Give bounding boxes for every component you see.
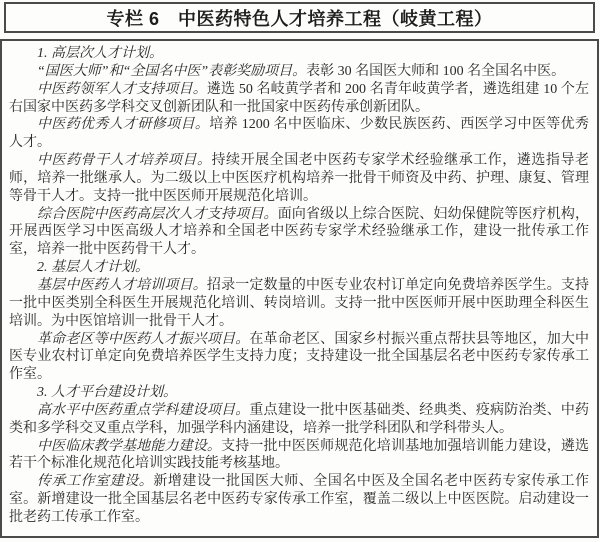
section-heading-text: 2. 基层人才计划。 [37,260,149,276]
panel-title: 专栏 6 中医药特色人才培养工程（岐黄工程） [106,8,493,29]
paragraph-text: 重点建设一批中医基础类、经典类、疫病防治类、中药类和多学科交叉重点学科，加强学科内涵建设，培养一批学科团队和学科带头人。 [9,402,590,436]
section-heading-text: 3. 人才平台建设计划。 [37,385,177,401]
section-heading-text: 1. 高层次人才计划。 [37,46,163,61]
paragraph-text: 持续开展全国老中医药专家学术经验继承工作，遴选指导老师，培养一批继承人。为二级以上中医医疗机构培养一批骨干师资及中药、护理、康复、管理等骨干人才。支持一批中医医师开展规范化培训。 [9,153,590,204]
panel-title-box [4,2,595,33]
paragraph [9,206,589,260]
paragraph-text: 招录一定数量的中医专业农村订单定向免费培养医学生。支持一批中医类别全科医生开展规范化培训、转岗培训。支持一批中医医师开展中医助理全科医生培训。为中医馆培训一批骨干人才。 [9,277,590,329]
panel-body [0,39,599,538]
paragraph-lead: 中医药优秀人才研修项目。 [37,117,210,133]
paragraph-text: 支持一批中医医师规范化培训基地加强培训能力建设，遴选若干个标准化规范化培训实践技能考核基地。 [9,438,590,472]
paragraph-lead: 综合医院中医药高层次人才支持项目。 [37,206,278,222]
paragraph-lead: 中医临床教学基地能力建设。 [37,438,222,454]
paragraph-lead: 中医药骨干人才培养项目。 [37,153,212,169]
paragraph [9,331,589,385]
paragraph [9,438,589,474]
paragraph [9,277,589,331]
paragraph-lead: 高水平中医药重点学科建设项目。 [37,402,250,418]
paragraph-lead: 中医药领军人才支持项目。 [37,81,207,97]
paragraph-text: 新增建设一批国医大师、全国名中医及全国名老中医药专家传承工作室。新增建设一批全国基层名老中医药专家传承工作室，覆盖二级以上中医医院。启动建设一批老药工传承工作室。 [9,474,590,525]
paragraph [9,473,589,527]
section-heading [9,259,589,277]
paragraph-lead: “国医大师”和“全国名中医”表彰奖励项目。 [37,63,307,79]
paragraph-text: 培养 1200 名中医临床、少数民族医药、西医学习中医等优秀人才。 [9,117,590,151]
paragraph-text: 表彰 30 名国医大师和 100 名全国名中医。 [306,63,566,79]
paragraph-text: 在革命老区、国家乡村振兴重点帮扶县等地区，加大中医专业农村订单定向免费培养医学生支持力度；支持建设一批全国基层名老中医药专家传承工作室。 [9,331,590,383]
paragraph-lead: 基层中医药人才培训项目。 [37,277,207,293]
section-heading [9,384,589,402]
section-heading [9,45,589,63]
paragraph [9,63,589,81]
paragraph-text: 面向省级以上综合医院、妇幼保健院等医疗机构，开展西医学习中医高级人才培养和全国老中医药专家学术经验继承工作，建设一批传承工作室，培养一批中医药骨干人才。 [9,206,590,258]
paragraph-lead: 传承工作室建设。 [37,474,154,490]
paragraph [9,152,589,206]
paragraph-text: 遴选 50 名岐黄学者和 200 名青年岐黄学者，遴选组建 10 个左右国家中医药多学科交叉创新团队和一批国家中医药传承创新团队。 [9,81,590,115]
paragraph [9,116,589,152]
paragraph [9,81,589,117]
paragraph [9,402,589,438]
paragraph-lead: 革命老区等中医药人才振兴项目。 [37,331,250,347]
